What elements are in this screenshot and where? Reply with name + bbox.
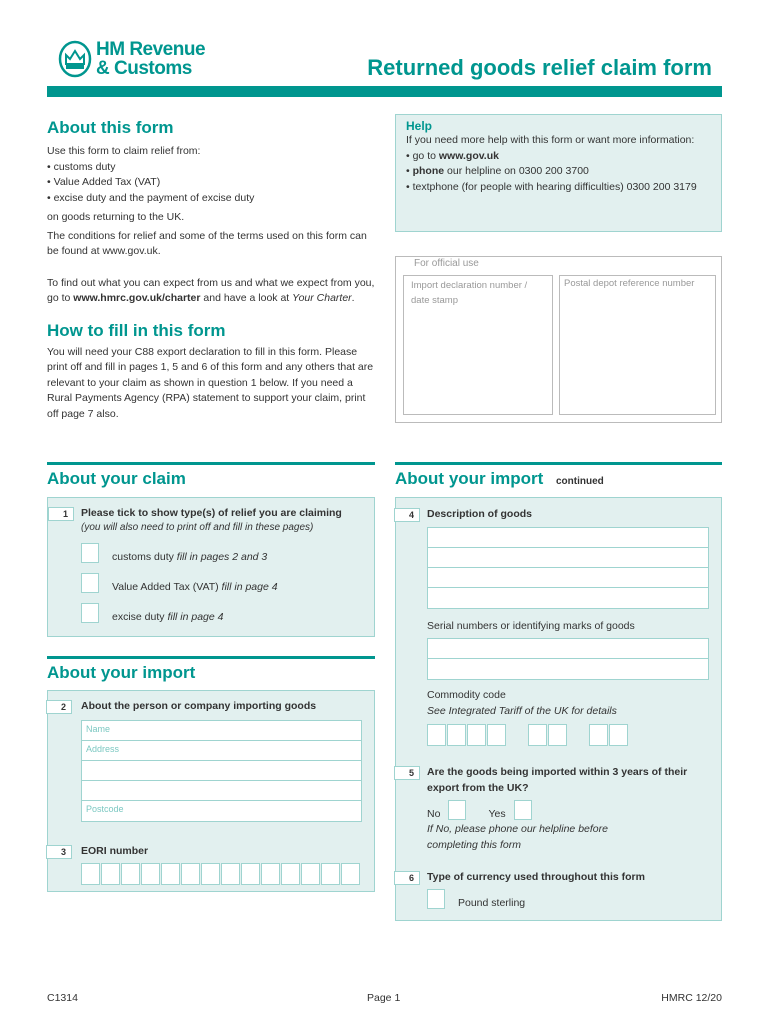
address-line-2[interactable] (82, 761, 361, 781)
list-item: • textphone (for people with hearing difficulties) 0300 200 3179 (406, 180, 711, 196)
q5-note: If No, please phone our helpline before completing this form (427, 823, 608, 851)
page-number: Page 1 (367, 992, 401, 1004)
list-item: • go to www.gov.uk (406, 149, 711, 165)
import-declaration-field[interactable]: Import declaration number / date stamp (403, 275, 553, 415)
claim-panel (47, 497, 375, 637)
divider (395, 462, 722, 465)
divider (47, 462, 375, 465)
help-title: Help (406, 119, 433, 133)
form-version: HMRC 12/20 (661, 992, 722, 1004)
help-intro: If you need more help with this form or want more information: (406, 134, 695, 146)
logo-line2: & Customs (96, 58, 192, 79)
commodity-code-field[interactable] (427, 724, 628, 746)
import-panel (47, 690, 375, 892)
address-field[interactable]: Address (82, 741, 361, 761)
postcode-field[interactable]: Postcode (86, 804, 124, 814)
q6-label: Type of currency used throughout this form (427, 871, 645, 883)
list-item: • excise duty and the payment of excise duty (47, 191, 377, 207)
list-item: • customs duty (47, 160, 377, 176)
question-number: 4 (394, 508, 420, 522)
q1-label: Please tick to show type(s) of relief you are claiming (81, 507, 342, 519)
yes-checkbox[interactable] (514, 800, 532, 820)
claim-title: About your claim (47, 469, 186, 488)
how-to-title: How to fill in this form (47, 320, 226, 340)
importer-fields (81, 720, 362, 822)
logo-line1: HM Revenue (96, 39, 206, 60)
question-number: 5 (394, 766, 420, 780)
about-form-p2: on goods returning to the UK. (47, 211, 185, 223)
serial-field[interactable] (427, 638, 709, 680)
question-number: 6 (394, 871, 420, 885)
help-box (395, 114, 722, 232)
commodity-note: See Integrated Tariff of the UK for details (427, 705, 617, 717)
about-form-title: About this form (47, 118, 174, 137)
option-label: excise duty fill in page 4 (112, 611, 224, 623)
description-field[interactable] (427, 527, 709, 609)
about-form-p3: The conditions for relief and some of the terms used on this form can be found at www.gov.uk. (47, 229, 367, 257)
list-item: • phone our helpline on 0300 200 3700 (406, 164, 711, 180)
no-checkbox[interactable] (448, 800, 466, 820)
question-number: 1 (48, 507, 74, 521)
import-continued-panel (395, 497, 722, 921)
about-form-p4: To find out what you can expect from us and what we expect from you, go to www.hmrc.gov.uk/charter and have a look at Your Charter. (47, 276, 375, 304)
list-item: • Value Added Tax (VAT) (47, 175, 377, 191)
q2-label: About the person or company importing goods (81, 700, 317, 712)
vat-checkbox[interactable] (81, 573, 99, 593)
question-number: 2 (46, 700, 72, 714)
header-bar (47, 86, 722, 97)
customs-duty-checkbox[interactable] (81, 543, 99, 563)
eori-field[interactable] (81, 863, 360, 885)
postal-depot-field[interactable]: Postal depot reference number (559, 275, 716, 415)
official-use-box (395, 256, 722, 423)
divider (47, 656, 375, 659)
import-title: About your import (47, 663, 196, 682)
name-field[interactable]: Name (82, 721, 361, 741)
no-label: No (427, 808, 441, 820)
q4-label: Description of goods (427, 508, 532, 520)
hmrc-logo (58, 40, 205, 78)
option-label: customs duty fill in pages 2 and 3 (112, 551, 268, 563)
serial-label: Serial numbers or identifying marks of goods (427, 620, 635, 632)
about-form-intro: Use this form to claim relief from: (47, 145, 201, 157)
yes-label: Yes (488, 808, 506, 820)
gov-link[interactable]: www.gov.uk (438, 149, 499, 162)
question-number: 3 (46, 845, 72, 859)
pound-sterling-label: Pound sterling (458, 897, 526, 909)
q5-label: Are the goods being imported within 3 years of their export from the UK? (427, 766, 688, 794)
official-use-title: For official use (414, 258, 479, 269)
import-continued-title: About your import continued (395, 469, 604, 488)
charter-link[interactable]: www.hmrc.gov.uk/charter (73, 292, 201, 304)
pound-sterling-checkbox[interactable] (427, 889, 445, 909)
form-code: C1314 (47, 992, 78, 1004)
page-title: Returned goods relief claim form (367, 55, 712, 80)
crown-icon (58, 40, 92, 78)
how-to-text: You will need your C88 export declaration to fill in this form. Please print off and fill in pages 1, 5 and 6 of this form and any others that are relevant to your claim as shown in question 1 below. If you need a Rural Payments Agency (RPA) statement to support your claim, print off page 7 also. (47, 345, 374, 420)
q3-label: EORI number (81, 845, 149, 857)
q1-note: (you will also need to print off and fill in these pages) (81, 522, 314, 533)
address-line-3[interactable] (82, 781, 361, 801)
option-label: Value Added Tax (VAT) fill in page 4 (112, 581, 278, 593)
excise-duty-checkbox[interactable] (81, 603, 99, 623)
commodity-label: Commodity code (427, 689, 506, 701)
